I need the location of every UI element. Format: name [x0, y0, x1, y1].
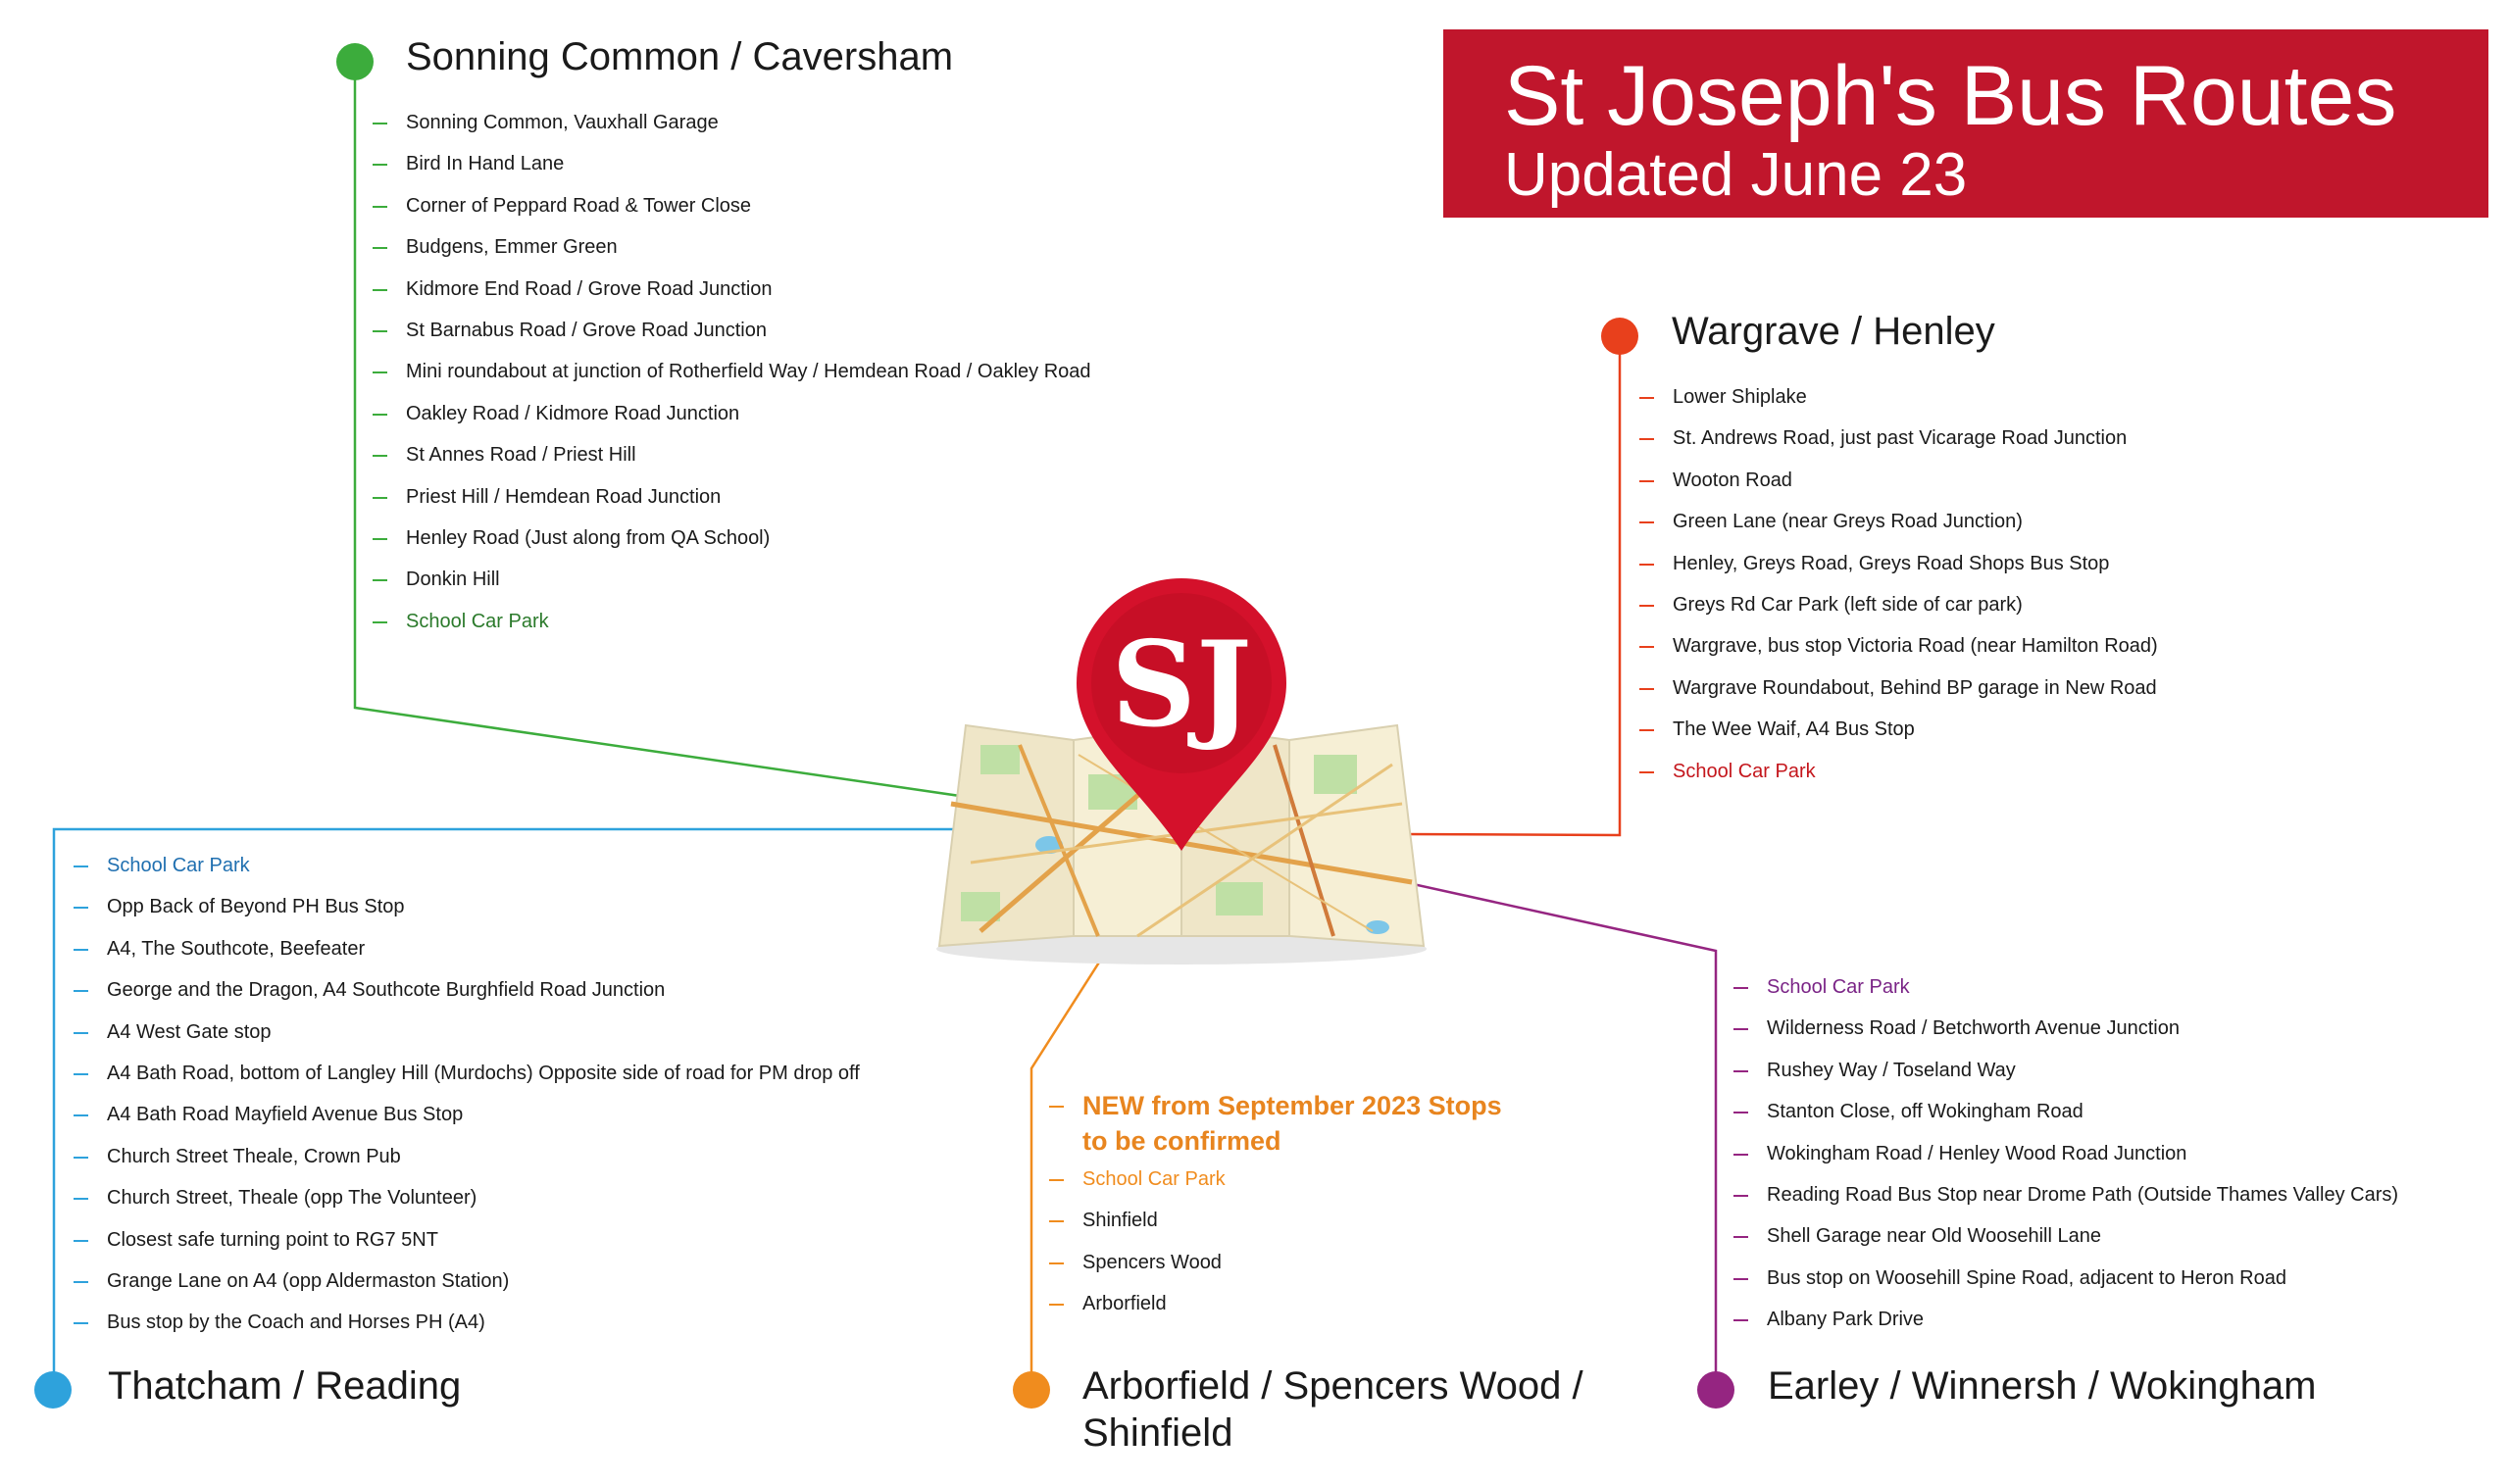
school-car-park-stop: School Car Park — [1639, 751, 2158, 792]
stop-item: Grange Lane on A4 (opp Aldermaston Station) — [74, 1261, 860, 1302]
page-title: St Joseph's Bus Routes — [1504, 49, 2397, 143]
stop-item: Arborfield — [1049, 1283, 1533, 1324]
stop-item: Oakley Road / Kidmore Road Junction — [373, 393, 1091, 434]
stop-item: Mini roundabout at junction of Rotherfield Way / Hemdean Road / Oakley Road — [373, 351, 1091, 392]
wargrave-stop-list — [1639, 376, 2158, 792]
arborfield-route-title: Arborfield / Spencers Wood / Shinfield — [1082, 1364, 1583, 1455]
wargrave-route-marker — [1601, 318, 1638, 355]
stop-item: Opp Back of Beyond PH Bus Stop — [74, 886, 860, 927]
stop-item: Shell Garage near Old Woosehill Lane — [1733, 1215, 2398, 1257]
stop-item: George and the Dragon, A4 Southcote Burghfield Road Junction — [74, 969, 860, 1011]
stop-item: Henley Road (Just along from QA School) — [373, 518, 1091, 559]
stop-item: Rushey Way / Toseland Way — [1733, 1050, 2398, 1091]
school-car-park-stop: School Car Park — [1733, 966, 2398, 1008]
stop-item: Corner of Peppard Road & Tower Close — [373, 185, 1091, 226]
school-car-park-stop: School Car Park — [1049, 1159, 1533, 1200]
sonning-route-title: Sonning Common / Caversham — [406, 35, 954, 78]
stop-item: Bus stop by the Coach and Horses PH (A4) — [74, 1302, 860, 1343]
stop-item: Wokingham Road / Henley Wood Road Junction — [1733, 1133, 2398, 1174]
stop-item: Spencers Wood — [1049, 1242, 1533, 1283]
stop-item: Kidmore End Road / Grove Road Junction — [373, 269, 1091, 310]
thatcham-stop-list — [74, 845, 860, 1344]
stop-item: Green Lane (near Greys Road Junction) — [1639, 501, 2158, 542]
stop-item: Budgens, Emmer Green — [373, 226, 1091, 268]
stop-item: Stanton Close, off Wokingham Road — [1733, 1091, 2398, 1132]
stop-item: Greys Rd Car Park (left side of car park) — [1639, 584, 2158, 625]
stop-item: A4 Bath Road Mayfield Avenue Bus Stop — [74, 1094, 860, 1135]
stop-item: Shinfield — [1049, 1200, 1533, 1241]
school-car-park-stop: School Car Park — [373, 601, 1091, 642]
new-route-notice: NEW from September 2023 Stops to be confirmed — [1049, 1088, 1533, 1159]
stop-item: Henley, Greys Road, Greys Road Shops Bus Stop — [1639, 543, 2158, 584]
earley-route-marker — [1697, 1371, 1734, 1409]
stop-item: St Barnabus Road / Grove Road Junction — [373, 310, 1091, 351]
stop-item: Church Street, Theale (opp The Volunteer) — [74, 1177, 860, 1218]
stop-item: St. Andrews Road, just past Vicarage Road Junction — [1639, 418, 2158, 459]
wargrave-route-title: Wargrave / Henley — [1672, 310, 1995, 353]
stop-item: Wargrave, bus stop Victoria Road (near Hamilton Road) — [1639, 625, 2158, 667]
earley-route-title: Earley / Winnersh / Wokingham — [1768, 1364, 2317, 1408]
page-subtitle: Updated June 23 — [1504, 141, 1968, 209]
arborfield-route-marker — [1013, 1371, 1050, 1409]
stop-item: Wilderness Road / Betchworth Avenue Junction — [1733, 1008, 2398, 1049]
stop-item: Priest Hill / Hemdean Road Junction — [373, 476, 1091, 518]
stop-item: The Wee Waif, A4 Bus Stop — [1639, 709, 2158, 750]
stop-item: Reading Road Bus Stop near Drome Path (Outside Thames Valley Cars) — [1733, 1174, 2398, 1215]
title-banner — [1443, 29, 2488, 218]
stop-item: A4 Bath Road, bottom of Langley Hill (Murdochs) Opposite side of road for PM drop off — [74, 1053, 860, 1094]
stop-item: Albany Park Drive — [1733, 1299, 2398, 1340]
stop-item: Donkin Hill — [373, 559, 1091, 600]
sonning-stop-list — [373, 102, 1091, 642]
stop-item: Sonning Common, Vauxhall Garage — [373, 102, 1091, 143]
arborfield-stop-list — [1049, 1088, 1533, 1325]
stop-item: St Annes Road / Priest Hill — [373, 434, 1091, 475]
school-car-park-stop: School Car Park — [74, 845, 860, 886]
stop-item: Church Street Theale, Crown Pub — [74, 1136, 860, 1177]
stop-item: A4 West Gate stop — [74, 1012, 860, 1053]
stop-item: Bus stop on Woosehill Spine Road, adjacent to Heron Road — [1733, 1258, 2398, 1299]
stop-item: Lower Shiplake — [1639, 376, 2158, 418]
pin-monogram: SJ — [1111, 616, 1252, 754]
stop-item: Bird In Hand Lane — [373, 143, 1091, 184]
stop-item: Wargrave Roundabout, Behind BP garage in New Road — [1639, 668, 2158, 709]
stop-item: Closest safe turning point to RG7 5NT — [74, 1219, 860, 1261]
stop-item: A4, The Southcote, Beefeater — [74, 928, 860, 969]
thatcham-route-marker — [34, 1371, 72, 1409]
earley-stop-list — [1733, 966, 2398, 1341]
thatcham-route-title: Thatcham / Reading — [108, 1364, 462, 1408]
stop-item: Wooton Road — [1639, 460, 2158, 501]
sonning-route-marker — [336, 43, 374, 80]
